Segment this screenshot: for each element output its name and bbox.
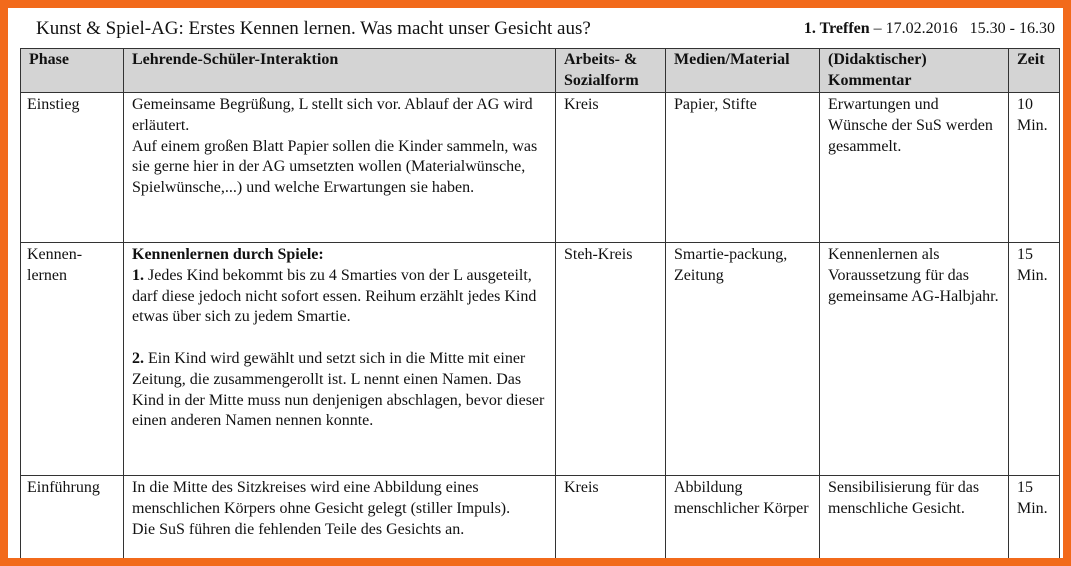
interaction-step-1 <box>132 266 547 328</box>
column-header-time: Zeit <box>1009 49 1060 93</box>
time-cell: 15 Min. <box>1009 476 1060 559</box>
table-row <box>21 243 1060 476</box>
social-form-cell: Kreis <box>556 476 666 559</box>
lesson-plan-table <box>20 48 1060 558</box>
phase-cell: Einstieg <box>21 93 124 243</box>
table-row <box>21 476 1060 559</box>
paragraph-gap <box>132 328 547 349</box>
social-form-cell: Steh-Kreis <box>556 243 666 476</box>
time-cell: 15 Min. <box>1009 243 1060 476</box>
comment-cell: Erwartungen und Wünsche der SuS werden gesammelt. <box>820 93 1009 243</box>
interaction-text: Auf einem großen Blatt Papier sollen die Kinder sammeln, was sie gerne hier in der AG umsetzten wollen (Materialwünsche, Spielwünsche,...) und welche Erwartungen sie haben. <box>132 137 538 197</box>
step-number: 2. <box>132 349 144 367</box>
step-text: Jedes Kind bekommt bis zu 4 Smarties von der L ausgeteilt, darf diese jedoch nicht sofort essen. Reihum erzählt jedes Kind etwas über sich zu jedem Smartie. <box>132 266 537 326</box>
meeting-label: 1. Treffen <box>803 20 870 37</box>
interaction-cell <box>124 476 556 559</box>
time-cell: 10 Min. <box>1009 93 1060 243</box>
table-row <box>21 93 1060 243</box>
social-form-cell: Kreis <box>556 93 666 243</box>
interaction-text: In die Mitte des Sitzkreises wird eine Abbildung eines menschlichen Körpers ohne Gesicht gelegt (stiller Impuls). <box>132 479 511 517</box>
meeting-time: 15.30 - 16.30 <box>969 20 1055 37</box>
step-number: 1. <box>132 266 144 284</box>
document-title: Kunst & Spiel-AG: Erstes Kennen lernen. Was macht unser Gesicht aus? <box>36 18 591 39</box>
comment-cell: Sensibilisierung für das menschliche Gesicht. <box>820 476 1009 559</box>
column-header-comment: (Didaktischer) Kommentar <box>820 49 1009 93</box>
media-cell: Papier, Stifte <box>666 93 820 243</box>
column-header-media: Medien/Material <box>666 49 820 93</box>
lesson-plan-page <box>8 8 1063 558</box>
table-header-row <box>21 49 1060 93</box>
interaction-step-2 <box>132 349 547 432</box>
meeting-info <box>804 20 1055 38</box>
media-cell: Abbildung menschlicher Körper <box>666 476 820 559</box>
media-cell: Smartie-packung, Zeitung <box>666 243 820 476</box>
interaction-cell <box>124 243 556 476</box>
column-header-social-form: Arbeits- & Sozialform <box>556 49 666 93</box>
interaction-text: Gemeinsame Begrüßung, L stellt sich vor. Ablauf der AG wird erläutert. <box>132 96 533 134</box>
column-header-interaction: Lehrende-Schüler-Interaktion <box>124 49 556 93</box>
column-header-phase: Phase <box>21 49 124 93</box>
phase-cell: Kennen-lernen <box>21 243 124 476</box>
interaction-text: Die SuS führen die fehlenden Teile des Gesichts an. <box>132 520 465 538</box>
phase-cell: Einführung <box>21 476 124 559</box>
page-header <box>8 8 1063 48</box>
comment-cell: Kennenlernen als Voraussetzung für das gemeinsame AG-Halbjahr. <box>820 243 1009 476</box>
meeting-date: 17.02.2016 <box>885 20 958 37</box>
step-text: Ein Kind wird gewählt und setzt sich in die Mitte mit einer Zeitung, die zusammengerollt ist. L nennt einen Namen. Das Kind in der Mitte muss nun denjenigen abschlagen, bevor dieser einen anderen Namen nennen konnte. <box>132 349 545 430</box>
interaction-cell <box>124 93 556 243</box>
interaction-heading: Kennenlernen durch Spiele: <box>132 246 324 263</box>
meeting-separator: – <box>869 20 886 37</box>
